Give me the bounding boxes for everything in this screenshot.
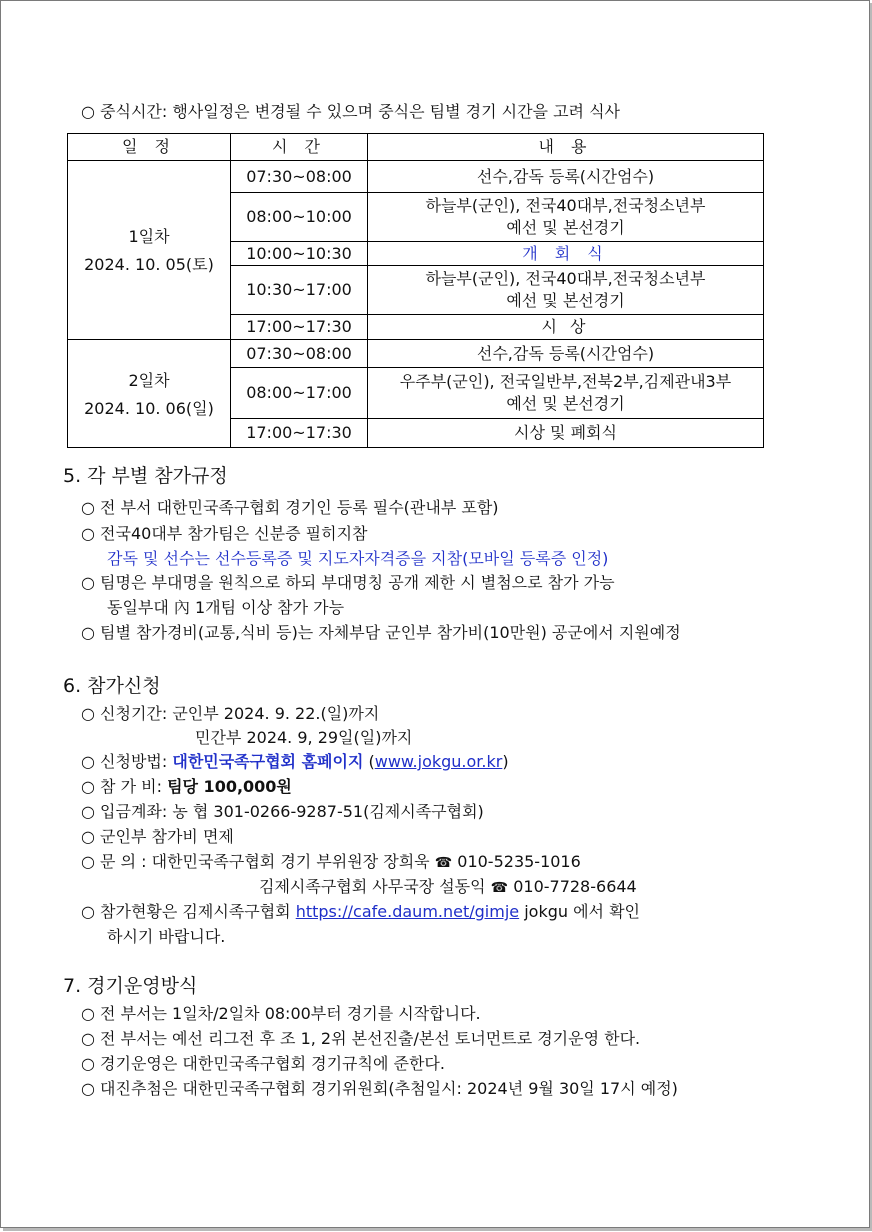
opening-ceremony-cell: 개 회 식	[368, 242, 764, 266]
time-cell: 07:30~08:00	[231, 340, 368, 368]
section5-item: ○ 전국40대부 참가팀은 신분증 필히지참	[81, 524, 368, 543]
method-prefix: ○ 신청방법:	[81, 752, 168, 771]
participation-status-cont: 하시기 바랍니다.	[107, 927, 226, 946]
content-line: 예선 및 본선경기	[506, 394, 625, 413]
time-cell: 08:00~10:00	[231, 193, 368, 242]
phone-icon: ☎	[490, 880, 509, 896]
inquiry-phone: 010-5235-1016	[457, 852, 581, 871]
content-cell	[368, 266, 764, 315]
schedule-table	[67, 133, 764, 448]
section7-title: 7. 경기운영방식	[63, 975, 198, 997]
paren-close: )	[502, 752, 509, 771]
section5-item: ○ 팀별 참가경비(교통,식비 등)는 자체부담 군인부 참가비(10만원) 공군에서 지원예정	[81, 623, 681, 642]
day2-date: 2024. 10. 06(일)	[84, 398, 214, 418]
section7-item: ○ 전 부서는 예선 리그전 후 조 1, 2위 본선진출/본선 토너먼트로 경기운영 한다.	[81, 1029, 641, 1048]
table-row	[68, 161, 764, 193]
content-line: 예선 및 본선경기	[506, 218, 625, 237]
application-method	[81, 751, 509, 773]
time-cell: 07:30~08:00	[231, 161, 368, 193]
content-cell: 선수,감독 등록(시간엄수)	[368, 161, 764, 193]
fee-value: 팀당 100,000원	[167, 777, 292, 796]
bank-account: ○ 입금계좌: 농 협 301-0266-9287-51(김제시족구협회)	[81, 802, 484, 821]
day2-label: 2일차	[128, 370, 170, 390]
time-cell: 17:00~17:30	[231, 315, 368, 340]
fee-prefix: ○ 참 가 비:	[81, 777, 162, 796]
content-line: 하늘부(군인), 전국40대부,전국청소년부	[425, 196, 706, 215]
header-time: 시 간	[231, 134, 368, 161]
section5-item: ○ 전 부서 대한민국족구협회 경기인 등록 필수(관내부 포함)	[81, 498, 499, 517]
section6-title: 6. 참가신청	[63, 675, 161, 697]
inquiry-2	[259, 876, 637, 899]
section7-item: ○ 대진추첨은 대한민국족구협회 경기위원회(추첨일시: 2024년 9월 30일 17시 예정)	[81, 1079, 678, 1098]
section5-title: 5. 각 부별 참가규정	[63, 465, 228, 487]
content-line: 하늘부(군인), 전국40대부,전국청소년부	[425, 269, 706, 288]
section5-item-note: 동일부대 內 1개팀 이상 참가 가능	[107, 598, 345, 617]
cafe-link[interactable]: https://cafe.daum.net/gimje	[295, 902, 520, 921]
section7-item: ○ 전 부서는 1일차/2일차 08:00부터 경기를 시작합니다.	[81, 1004, 481, 1023]
inquiry-phone: 010-7728-6644	[513, 877, 637, 896]
content-line: 우주부(군인), 전국일반부,전북2부,김제관내3부	[399, 372, 732, 391]
time-cell: 10:30~17:00	[231, 266, 368, 315]
inquiry-text: ○ 문 의 : 대한민국족구협회 경기 부위원장 장희욱	[81, 852, 430, 871]
content-line: 예선 및 본선경기	[506, 291, 625, 310]
method-org: 대한민국족구협회 홈페이지	[172, 752, 364, 771]
homepage-link[interactable]: www.jokgu.or.kr	[374, 752, 503, 771]
day1-date: 2024. 10. 05(토)	[84, 255, 214, 274]
application-period-civil: 민간부 2024. 9, 29일(일)까지	[195, 728, 413, 747]
content-cell	[368, 193, 764, 242]
time-cell: 08:00~17:00	[231, 368, 368, 419]
inquiry-text: 김제시족구협회 사무국장 설동익	[259, 877, 486, 896]
section7-item: ○ 경기운영은 대한민국족구협회 경기규칙에 준한다.	[81, 1054, 445, 1073]
day1-cell	[68, 161, 231, 340]
section5-item: ○ 팀명은 부대명을 원칙으로 하되 부대명칭 공개 제한 시 별첨으로 참가 가능	[81, 573, 615, 592]
military-fee: ○ 군인부 참가비 면제	[81, 827, 234, 846]
content-cell: 시상 및 폐회식	[368, 419, 764, 448]
participation-status	[81, 901, 640, 923]
time-cell: 17:00~17:30	[231, 419, 368, 448]
application-period: ○ 신청기간: 군인부 2024. 9. 22.(일)까지	[81, 704, 380, 723]
table-row	[68, 340, 764, 368]
inquiry-1	[81, 851, 581, 874]
time-cell: 10:00~10:30	[231, 242, 368, 266]
header-date: 일 정	[68, 134, 231, 161]
lunch-note: ○ 중식시간: 행사일정은 변경될 수 있으며 중식은 팀별 경기 시간을 고려 식사	[81, 102, 620, 121]
day1-label: 1일차	[128, 227, 170, 246]
content-cell: 선수,감독 등록(시간엄수)	[368, 340, 764, 368]
status-prefix: ○ 참가현황은 김제시족구협회	[81, 902, 291, 921]
content-cell	[368, 368, 764, 419]
phone-icon: ☎	[434, 855, 453, 871]
status-suffix: jokgu 에서 확인	[524, 902, 641, 921]
header-content: 내 용	[368, 134, 764, 161]
entry-fee	[81, 776, 292, 798]
section5-item-note: 감독 및 선수는 선수등록증 및 지도자자격증을 지참(모바일 등록증 인정)	[107, 549, 609, 568]
paren-open: (	[368, 752, 375, 771]
content-cell: 시 상	[368, 315, 764, 340]
table-header-row	[68, 134, 764, 161]
day2-cell	[68, 340, 231, 448]
